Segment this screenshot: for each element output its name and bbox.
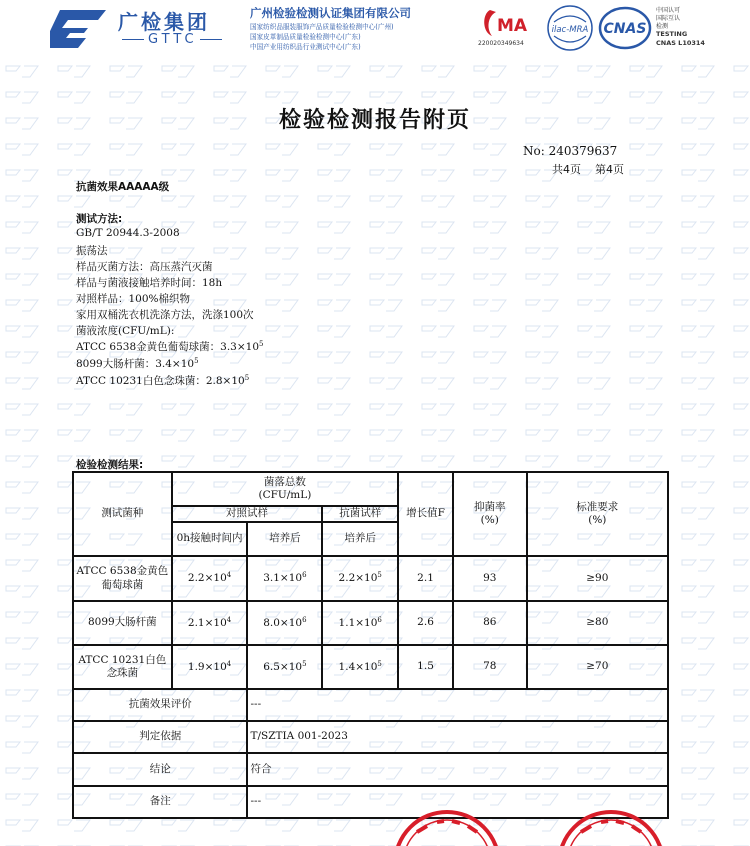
- strain-concentration-2: [76, 356, 199, 371]
- method-contact-time: 样品与菌液接触培养时间：18h: [76, 277, 223, 289]
- red-seal-stamp-left-icon: [392, 806, 502, 846]
- row-2-control-after: [247, 601, 322, 645]
- report-title: 检验检测报告附页: [278, 108, 471, 133]
- row-2-c0-exp: 4: [226, 615, 232, 624]
- cnas-label: CNAS: [603, 21, 647, 37]
- row-3-c0-exp: 4: [226, 659, 232, 668]
- method-standard: GB/T 20944.3-2008: [76, 227, 180, 239]
- concentration-label: 菌液浓度(CFU/mL):: [76, 325, 175, 337]
- red-seal-stamp-right-icon: [556, 806, 666, 846]
- gttc-logo-icon: [50, 6, 110, 48]
- row-2-requirement: ≥80: [527, 601, 668, 645]
- org-line-1: 国家纺织品服装服饰产品质量检验检测中心(广州): [250, 23, 394, 31]
- header-growth-value: 增长值F: [398, 472, 453, 556]
- row-2-aa-exp: 6: [377, 615, 382, 624]
- cnas-small-line-3: 检测: [656, 23, 669, 30]
- method-heading: 测试方法:: [76, 213, 123, 225]
- row-1-aa-exp: 5: [377, 571, 382, 580]
- strain-3-exp: 5: [244, 374, 250, 382]
- results-table: [72, 471, 669, 819]
- row-3-rate: 78: [453, 645, 527, 689]
- row-1-aa-base: 2.2×10: [338, 572, 378, 585]
- requirement-percent-text: (%): [588, 514, 607, 526]
- brand-rule-right: [200, 39, 222, 40]
- strain-1-text: ATCC 6538金黄色葡萄球菌：3.3×10: [76, 341, 259, 353]
- brand-name-cn: 广检集团: [118, 10, 210, 34]
- conclusion-row: [73, 753, 668, 786]
- row-1-ca-base: 3.1×10: [263, 572, 303, 585]
- evaluation-label: 抗菌效果评价: [73, 689, 247, 721]
- strain-concentration-1: [76, 339, 263, 354]
- cma-number: 220020349634: [478, 40, 524, 47]
- cma-logo-icon: [480, 6, 536, 44]
- effect-heading: 抗菌效果AAAAA级: [76, 181, 170, 193]
- row-1-growth: 2.1: [398, 556, 453, 601]
- ilac-label: ilac-MRA: [551, 25, 589, 35]
- row-1-strain: ATCC 6538金黄色葡萄球菌: [73, 556, 172, 601]
- inhibition-percent-text: (%): [480, 514, 499, 526]
- brand-rule-left: [122, 39, 144, 40]
- remark-label: 备注: [73, 786, 247, 818]
- table-row: [73, 556, 668, 601]
- cnas-small-line-1: 中国认可: [656, 7, 681, 14]
- row-2-control-0h: [172, 601, 248, 645]
- report-number: No: 240379637: [523, 144, 618, 158]
- colony-total-text: 菌落总数: [263, 475, 306, 488]
- row-2-rate: 86: [453, 601, 527, 645]
- method-washing: 家用双桶洗衣机洗涤方法，洗涤100次: [76, 309, 254, 321]
- header-antibacterial-sample: 抗菌试样: [322, 506, 398, 522]
- row-3-strain: ATCC 10231白色念珠菌: [73, 645, 172, 689]
- row-3-control-0h: [172, 645, 248, 689]
- inhibition-rate-text: 抑菌率: [474, 500, 506, 513]
- evaluation-value: ---: [247, 689, 668, 721]
- page-info: 共4页 第4页: [552, 163, 624, 176]
- header-after-culture-2: 培养后: [322, 522, 398, 556]
- row-1-c0-base: 2.2×10: [187, 572, 227, 585]
- row-1-antibacterial-after: [322, 556, 398, 601]
- method-name: 振荡法: [76, 245, 108, 257]
- cnas-testing: TESTING: [656, 30, 688, 38]
- strain-concentration-3: [76, 373, 249, 388]
- row-2-ca-exp: 6: [302, 615, 307, 624]
- row-1-ca-exp: 6: [302, 571, 307, 580]
- row-2-growth: 2.6: [398, 601, 453, 645]
- table-row: [73, 645, 668, 689]
- header-after-culture: 培养后: [247, 522, 322, 556]
- report-header: [0, 0, 750, 60]
- method-sterilization: 样品灭菌方法：高压蒸汽灭菌: [76, 261, 213, 273]
- row-3-c0-base: 1.9×10: [187, 660, 227, 673]
- remark-value: ---: [247, 786, 668, 818]
- header-colony-total: [172, 472, 398, 506]
- colony-unit-text: (CFU/mL): [258, 489, 312, 501]
- row-3-ca-base: 6.5×10: [263, 660, 303, 673]
- table-header-row-1: [73, 472, 668, 506]
- conclusion-value: 符合: [247, 753, 668, 786]
- brand-en-text: GTTC: [148, 32, 198, 47]
- basis-row: [73, 721, 668, 753]
- strain-2-exp: 5: [194, 357, 199, 365]
- header-inhibition-rate: [453, 472, 527, 556]
- org-line-2: 国家皮革制品质量检验检测中心(广东): [250, 33, 361, 41]
- header-requirement: [527, 472, 668, 556]
- row-1-rate: 93: [453, 556, 527, 601]
- row-2-c0-base: 2.1×10: [187, 616, 227, 629]
- header-strain: 测试菌种: [73, 472, 172, 556]
- conclusion-label: 结论: [73, 753, 247, 786]
- strain-1-exp: 5: [259, 340, 264, 348]
- row-3-ca-exp: 5: [302, 659, 307, 668]
- evaluation-row: [73, 689, 668, 721]
- row-1-c0-exp: 4: [226, 571, 232, 580]
- results-heading: 检验检测结果:: [76, 459, 144, 471]
- org-name: 广州检验检测认证集团有限公司: [250, 6, 411, 20]
- method-control: 对照样品：100%棉织物: [76, 293, 191, 305]
- cnas-logo-icon: [598, 4, 652, 52]
- row-1-requirement: ≥90: [527, 556, 668, 601]
- table-row: [73, 601, 668, 645]
- row-2-ca-base: 8.0×10: [263, 616, 303, 629]
- row-3-requirement: ≥70: [527, 645, 668, 689]
- cnas-number: CNAS L10314: [656, 39, 705, 47]
- strain-3-text: ATCC 10231白色念珠菌：2.8×10: [76, 375, 245, 387]
- org-line-3: 中国产业用纺织品行业测试中心(广东): [250, 43, 361, 51]
- ilac-mra-logo-icon: [546, 4, 594, 52]
- row-3-control-after: [247, 645, 322, 689]
- strain-2-text: 8099大肠杆菌：3.4×10: [76, 358, 195, 370]
- cnas-small-line-2: 国际互认: [656, 15, 681, 22]
- row-2-antibacterial-after: [322, 601, 398, 645]
- row-3-antibacterial-after: [322, 645, 398, 689]
- brand-name-en: [122, 32, 222, 47]
- header-control-sample: 对照试样: [172, 506, 323, 522]
- row-2-aa-base: 1.1×10: [338, 616, 378, 629]
- row-3-aa-exp: 5: [377, 659, 382, 668]
- row-3-growth: 1.5: [398, 645, 453, 689]
- header-contact-0h: 0h接触时间内: [172, 522, 248, 556]
- cma-label: MA: [497, 16, 528, 36]
- requirement-text: 标准要求: [576, 500, 619, 513]
- row-2-strain: 8099大肠杆菌: [73, 601, 172, 645]
- row-1-control-0h: [172, 556, 248, 601]
- row-3-aa-base: 1.4×10: [338, 660, 378, 673]
- row-1-control-after: [247, 556, 322, 601]
- basis-value: T/SZTIA 001-2023: [247, 721, 668, 753]
- basis-label: 判定依据: [73, 721, 247, 753]
